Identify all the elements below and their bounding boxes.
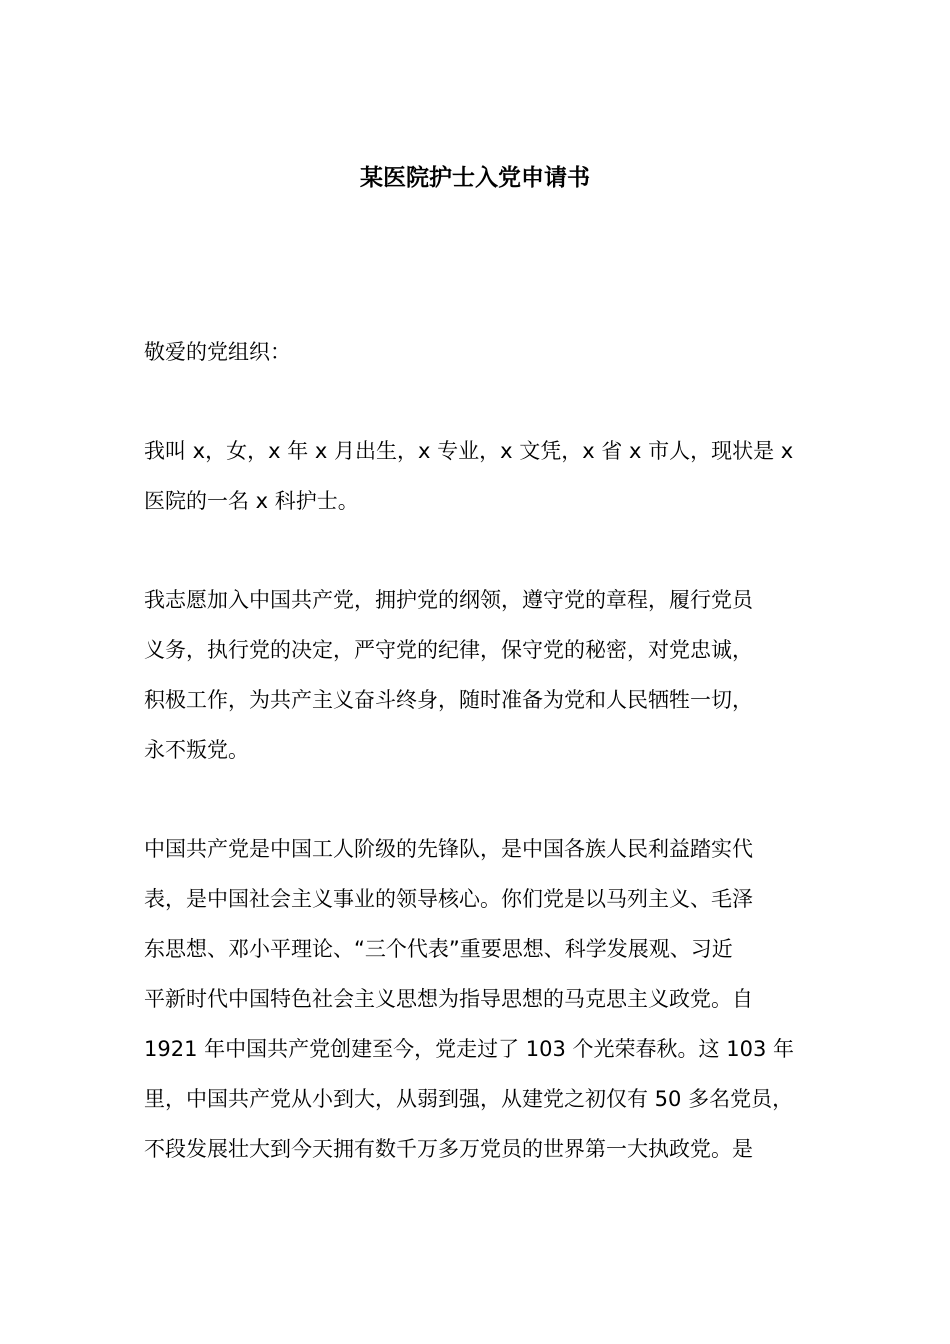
salutation: 敬爱的党组织：: [144, 340, 291, 364]
paragraph-3-line-5: 1921 年中国共产党创建至今，党走过了 103 个光荣春秋。这 103 年: [144, 1037, 794, 1061]
document-title: 某医院护士入党申请书: [360, 165, 590, 191]
paragraph-3-line-3: 东思想、邓小平理论、“三个代表”重要思想、科学发展观、习近: [144, 937, 733, 961]
paragraph-1-line-1: 我叫 x，女，x 年 x 月出生，x 专业，x 文凭，x 省 x 市人，现状是 x: [144, 439, 794, 463]
paragraph-3-line-6: 里，中国共产党从小到大，从弱到强，从建党之初仅有 50 多名党员，: [144, 1087, 794, 1111]
paragraph-3-line-4: 平新时代中国特色社会主义思想为指导思想的马克思主义政党。自: [144, 987, 753, 1011]
paragraph-1-line-2: 医院的一名 x 科护士。: [144, 489, 359, 513]
paragraph-2-line-2: 义务，执行党的决定，严守党的纪律，保守党的秘密，对党忠诚，: [144, 638, 753, 662]
paragraph-2-line-3: 积极工作，为共产主义奋斗终身，随时准备为党和人民牺牲一切，: [144, 688, 753, 712]
paragraph-2-line-4: 永不叛党。: [144, 738, 249, 762]
paragraph-2-line-1: 我志愿加入中国共产党，拥护党的纲领，遵守党的章程，履行党员: [144, 588, 753, 612]
paragraph-3-line-1: 中国共产党是中国工人阶级的先锋队，是中国各族人民利益踏实代: [144, 837, 753, 861]
paragraph-3-line-7: 不段发展壮大到今天拥有数千万多万党员的世界第一大执政党。是: [144, 1137, 753, 1161]
paragraph-3-line-2: 表，是中国社会主义事业的领导核心。你们党是以马列主义、毛泽: [144, 887, 753, 911]
